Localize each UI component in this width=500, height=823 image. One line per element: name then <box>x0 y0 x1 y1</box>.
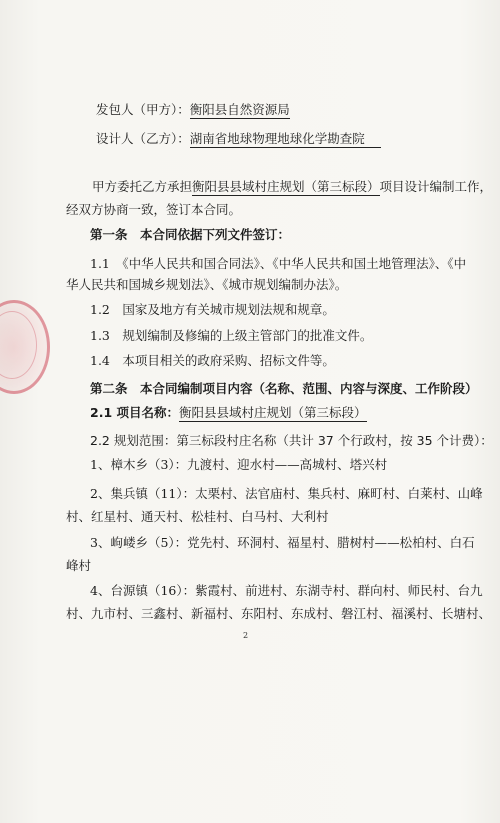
town-1: 1、樟木乡（3）：九渡村、迎水村——高城村、塔兴村 <box>90 457 388 472</box>
contractor-label: 发包人（甲方）： <box>96 102 190 117</box>
red-seal-inner-ring <box>0 311 37 379</box>
intro-project-name: 衡阳县县域村庄规划（第三标段） <box>192 179 380 194</box>
article1-item1-line1: 1.1 《中华人民共和国合同法》、《中华人民共和国土地管理法》、《中 <box>90 256 467 271</box>
town-4-line2: 村、九市村、三鑫村、新福村、东阳村、东成村、磐江村、福溪村、长塘村、 <box>66 606 492 621</box>
article1-item3: 1.3 规划编制及修编的上级主管部门的批准文件。 <box>90 328 373 343</box>
article1-title: 第一条 本合同依据下列文件签订： <box>90 227 291 242</box>
intro-line-1 <box>92 178 492 196</box>
town-2-line2: 村、红星村、通天村、松桂村、白马村、大利村 <box>66 509 329 524</box>
bleed-through-text <box>70 61 300 83</box>
contractor-line <box>96 101 290 119</box>
town-4-line1: 4、台源镇（16）：紫霞村、前进村、东湖寺村、群向村、师民村、台九 <box>90 583 483 598</box>
article2-item1 <box>90 404 367 422</box>
designer-label: 设计人（乙方）： <box>96 131 190 146</box>
article2-title: 第二条 本合同编制项目内容（名称、范围、内容与深度、工作阶段） <box>90 381 478 396</box>
contractor-value: 衡阳县自然资源局 <box>189 102 290 117</box>
designer-line <box>96 130 381 148</box>
article1-item4: 1.4 本项目相关的政府采购、招标文件等。 <box>90 353 335 368</box>
article2-item2: 2.2 规划范围：第三标段村庄名称（共计 37 个行政村，按 35 个计费）： <box>90 433 493 448</box>
designer-value: 湖南省地球物理地球化学勘查院 <box>190 131 381 148</box>
article1-item1-line2: 华人民共和国城乡规划法》、《城市规划编制办法》。 <box>66 277 348 292</box>
intro-part1: 甲方委托乙方承担 <box>92 179 193 194</box>
article2-item1-value: 衡阳县县域村庄规划（第三标段） <box>179 405 367 420</box>
article2-item1-label: 2.1 项目名称： <box>90 405 179 420</box>
red-seal-stamp <box>0 300 50 394</box>
intro-line-2: 经双方协商一致，签订本合同。 <box>66 202 242 217</box>
page-number: 2 <box>243 631 249 640</box>
intro-part2: 项目设计编制工作， <box>379 179 493 194</box>
article1-item2: 1.2 国家及地方有关城市规划法规和规章。 <box>90 302 335 317</box>
town-3-line2: 峰村 <box>66 558 92 573</box>
town-3-line1: 3、岣嵝乡（5）：党先村、环洞村、福星村、腊树村——松柏村、白石 <box>90 535 475 550</box>
town-2-line1: 2、集兵镇（11）：太栗村、法官庙村、集兵村、麻町村、白莱村、山峰 <box>90 486 483 501</box>
